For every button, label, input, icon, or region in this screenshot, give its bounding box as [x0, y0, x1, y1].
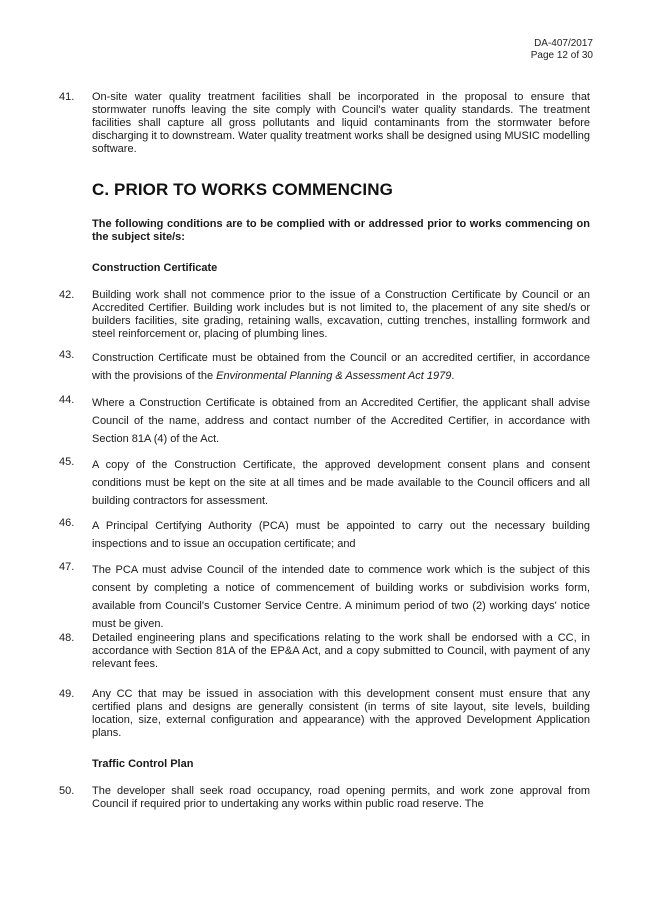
condition-44 — [59, 394, 590, 448]
condition-text: On-site water quality treatment facilities shall be incorporated in the proposal to ensure that stormwater runoffs leaving the site comply with Council's water quality standards. The treatment facilities shall capture all gross pollutants and liquid contaminants from the stormwater before discharging it to downstream. Water quality treatment works shall be designed using MUSIC modelling software. — [92, 91, 590, 155]
act-title: Environmental Planning & Assessment Act 1979 — [216, 370, 452, 382]
page-header — [531, 38, 593, 62]
condition-46 — [59, 517, 590, 553]
page-number: Page 12 of 30 — [530, 50, 593, 61]
condition-number: 41. — [59, 91, 75, 103]
condition-47 — [59, 561, 590, 633]
condition-text-part: . — [451, 370, 455, 382]
condition-49 — [59, 688, 590, 740]
condition-text: The PCA must advise Council of the intended date to commence work which is the subject of this consent by completing a notice of commencement of building works or subdivision works form, available from Council's Customer Service Centre. A minimum period of two (2) working days' notice must be given. — [92, 564, 590, 630]
condition-45 — [59, 456, 590, 510]
document-reference: DA-407/2017 — [534, 38, 593, 49]
subheading-traffic-control-plan: Traffic Control Plan — [92, 758, 194, 770]
condition-text-part: Construction Certificate must be obtained from the Council or an accredited certifier, in accordance with the provisions of the — [92, 352, 590, 382]
condition-text: Building work shall not commence prior to the issue of a Construction Certificate by Council or an Accredited Certifier. Building work includes but is not limited to, the placement of any site shed/s or builders facilities, site grading, retaining walls, excavation, cutting trenches, installing formwork and steel reinforcement or, placing of plumbing lines. — [92, 289, 590, 340]
condition-number: 42. — [59, 289, 75, 301]
condition-43 — [59, 349, 590, 385]
condition-number: 47. — [59, 561, 75, 573]
condition-number: 50. — [59, 785, 75, 797]
condition-41 — [59, 91, 590, 156]
condition-text: A Principal Certifying Authority (PCA) must be appointed to carry out the necessary building inspections and to issue an occupation certificate; and — [92, 520, 590, 550]
condition-number: 43. — [59, 349, 75, 361]
condition-text: Where a Construction Certificate is obtained from an Accredited Certifier, the applicant shall advise Council of the name, address and contact number of the Accredited Certifier, in accordance with Section 81A (4) of the Act. — [92, 397, 590, 445]
subheading-construction-certificate: Construction Certificate — [92, 262, 218, 274]
condition-number: 48. — [59, 632, 75, 644]
condition-text — [92, 349, 590, 385]
condition-number: 45. — [59, 456, 75, 468]
condition-42 — [59, 289, 590, 341]
condition-text: Any CC that may be issued in association with this development consent must ensure that any certified plans and designs are generally consistent (in terms of site layout, site levels, building location, size, external configuration and appearance) with the approved Development Application plans. — [92, 688, 590, 739]
condition-number: 49. — [59, 688, 75, 700]
condition-number: 46. — [59, 517, 75, 529]
condition-number: 44. — [59, 394, 75, 406]
condition-text: A copy of the Construction Certificate, the approved development consent plans and consent conditions must be kept on the site at all times and be made available to the Council officers and all building contractors for assessment. — [92, 459, 590, 507]
condition-text: The developer shall seek road occupancy, road opening permits, and work zone approval from Council if required prior to undertaking any works within public road reserve. The — [92, 785, 590, 810]
section-intro: The following conditions are to be complied with or addressed prior to works commencing on the subject site/s: — [92, 218, 590, 243]
condition-50 — [59, 785, 590, 811]
condition-text: Detailed engineering plans and specifications relating to the work shall be endorsed with a CC, in accordance with Section 81A of the EP&A Act, and a copy submitted to Council, with payment of any relevant fees. — [92, 632, 590, 670]
condition-48 — [59, 632, 590, 671]
section-title: C. PRIOR TO WORKS COMMENCING — [92, 180, 393, 199]
